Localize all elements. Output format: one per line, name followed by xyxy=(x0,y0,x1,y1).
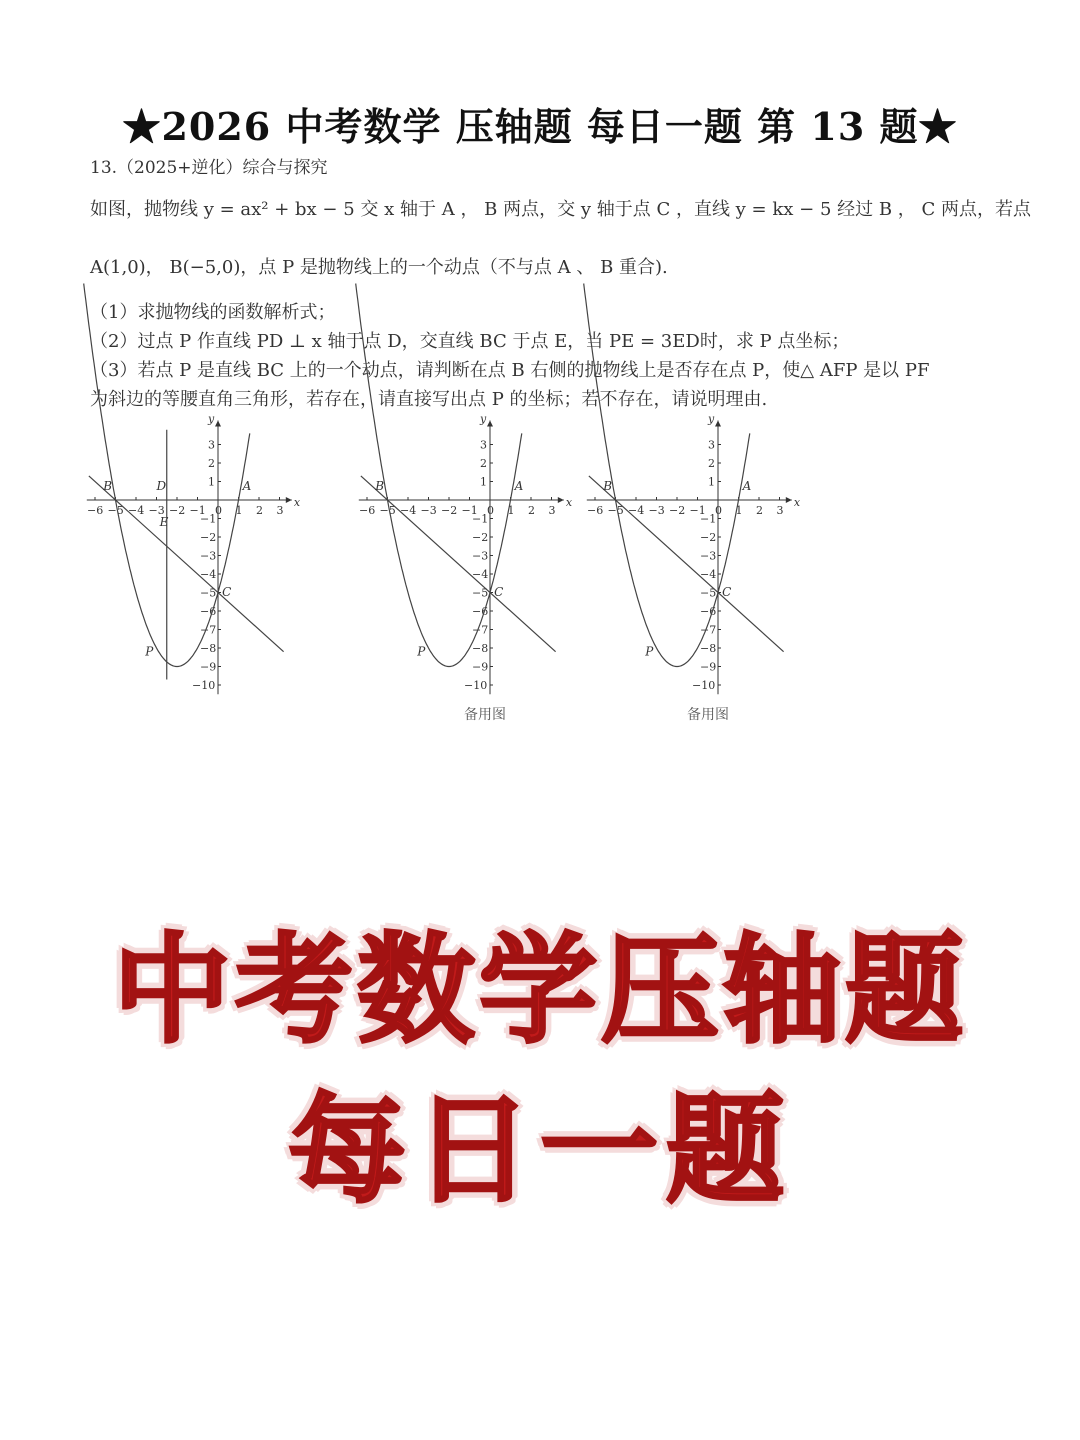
y-tick-label: −6 xyxy=(472,605,489,618)
point-label-C: C xyxy=(494,585,504,600)
spare-figure-2 xyxy=(585,412,815,692)
y-tick-label: −10 xyxy=(464,679,488,692)
x-tick-label: 0 xyxy=(487,504,494,517)
x-tick-label: −3 xyxy=(648,504,665,517)
x-tick-label: −3 xyxy=(420,504,437,517)
problem-number: 13.（2025+逆化）综合与探究 xyxy=(90,158,328,178)
y-tick-label: −1 xyxy=(200,512,217,526)
y-tick-label: −2 xyxy=(472,531,489,544)
y-tick-label: −2 xyxy=(200,531,217,544)
point-label-B: B xyxy=(375,478,385,493)
y-tick-label: −3 xyxy=(700,549,717,563)
y-tick-label: −4 xyxy=(700,568,717,581)
banner-line-1: 中考数学压轴题 xyxy=(112,921,967,1059)
y-tick-label: 3 xyxy=(480,438,487,452)
x-axis-label: x xyxy=(565,496,573,509)
x-tick-label: −6 xyxy=(587,504,604,517)
y-tick-label: −6 xyxy=(200,605,217,618)
y-tick-label: 3 xyxy=(208,438,215,452)
x-tick-label: 1 xyxy=(735,504,743,517)
point-label-C: C xyxy=(722,585,732,600)
y-tick-label: −4 xyxy=(200,568,217,581)
banner-line-2: 每日一题 xyxy=(287,1081,792,1219)
question-3-line2: 为斜边的等腰直角三角形，若存在，请直接写出点 P 的坐标；若不存在，请说明理由. xyxy=(90,389,768,410)
spare-figure-caption-1: 备用图 xyxy=(464,707,506,723)
point-label-B: B xyxy=(103,478,113,493)
main-figure xyxy=(85,412,315,692)
point-label-A: A xyxy=(742,478,752,493)
y-tick-label: 1 xyxy=(708,475,715,489)
point-label-P: P xyxy=(145,644,154,659)
y-tick-label: −3 xyxy=(472,549,489,563)
y-tick-label: −3 xyxy=(200,549,217,563)
y-tick-label: −8 xyxy=(700,642,717,655)
y-tick-label: 2 xyxy=(708,457,715,470)
x-tick-label: 1 xyxy=(507,504,515,517)
y-tick-label: 1 xyxy=(208,475,215,489)
question-3-line1: （3）若点 P 是直线 BC 上的一个动点，请判断在点 B 右侧的抛物线上是否存在点 P，使△ AFP 是以 PF xyxy=(90,360,930,381)
y-axis-label: y xyxy=(480,412,487,426)
point-label-P: P xyxy=(417,644,426,659)
x-tick-label: 3 xyxy=(276,504,284,517)
y-tick-label: −5 xyxy=(472,586,489,600)
y-tick-label: −5 xyxy=(200,586,217,600)
x-axis-label: x xyxy=(793,496,801,509)
point-label-E: E xyxy=(159,514,169,529)
x-tick-label: −6 xyxy=(87,504,104,517)
x-tick-label: −4 xyxy=(400,504,417,517)
point-label-B: B xyxy=(603,478,613,493)
y-tick-label: −9 xyxy=(200,660,217,674)
x-tick-label: 3 xyxy=(548,504,556,517)
point-label-A: A xyxy=(514,478,524,493)
y-tick-label: −7 xyxy=(700,623,717,637)
y-tick-label: −1 xyxy=(472,512,489,526)
line-bc xyxy=(361,476,556,652)
y-tick-label: −1 xyxy=(700,512,717,526)
x-tick-label: −2 xyxy=(669,504,686,517)
y-tick-label: 3 xyxy=(708,438,715,452)
y-tick-label: −10 xyxy=(192,679,216,692)
y-tick-label: −8 xyxy=(200,642,217,655)
y-tick-label: −2 xyxy=(700,531,717,544)
x-tick-label: 2 xyxy=(256,504,263,517)
x-tick-label: 3 xyxy=(776,504,784,517)
y-tick-label: −9 xyxy=(472,660,489,674)
y-axis-arrow xyxy=(215,420,221,426)
x-tick-label: −6 xyxy=(359,504,376,517)
y-axis-label: y xyxy=(208,412,215,426)
x-tick-label: −1 xyxy=(461,504,478,517)
x-axis-arrow xyxy=(558,497,564,503)
x-tick-label: 2 xyxy=(756,504,763,517)
x-tick-label: −5 xyxy=(107,504,124,517)
point-label-D: D xyxy=(156,478,167,493)
y-tick-label: −7 xyxy=(472,623,489,637)
x-tick-label: −2 xyxy=(441,504,458,517)
question-1: （1）求抛物线的函数解析式； xyxy=(90,302,336,323)
point-label-P: P xyxy=(645,644,654,659)
x-tick-label: −4 xyxy=(628,504,645,517)
question-2: （2）过点 P 作直线 PD ⊥ x 轴于点 D，交直线 BC 于点 E，当 PE = 3ED时，求 P 点坐标； xyxy=(90,331,850,352)
y-axis-arrow xyxy=(487,420,493,426)
y-axis-label: y xyxy=(708,412,715,426)
problem-stem-line1: 如图，抛物线 y = ax² + bx − 5 交 x 轴于 A ， B 两点，交 y 轴于点 C ，直线 y = kx − 5 经过 B ， C 两点，若点 xyxy=(90,199,1032,220)
x-tick-label: 2 xyxy=(528,504,535,517)
x-tick-label: 0 xyxy=(215,504,222,517)
x-tick-label: −3 xyxy=(148,504,165,517)
x-axis-arrow xyxy=(286,497,292,503)
x-tick-label: −2 xyxy=(169,504,186,517)
y-tick-label: −7 xyxy=(200,623,217,637)
point-label-C: C xyxy=(222,585,232,600)
x-tick-label: 1 xyxy=(235,504,243,517)
point-label-A: A xyxy=(242,478,252,493)
x-tick-label: −4 xyxy=(128,504,145,517)
x-tick-label: −5 xyxy=(607,504,624,517)
y-tick-label: 1 xyxy=(480,475,487,489)
y-tick-label: −5 xyxy=(700,586,717,600)
x-tick-label: −1 xyxy=(189,504,206,517)
x-tick-label: 0 xyxy=(715,504,722,517)
x-tick-label: −1 xyxy=(689,504,706,517)
y-tick-label: 2 xyxy=(480,457,487,470)
y-tick-label: −6 xyxy=(700,605,717,618)
y-tick-label: 2 xyxy=(208,457,215,470)
spare-figure-caption-2: 备用图 xyxy=(687,707,729,723)
y-tick-label: −10 xyxy=(692,679,716,692)
x-axis-label: x xyxy=(293,496,301,509)
y-axis-arrow xyxy=(715,420,721,426)
problem-stem-line2: A(1,0)， B(−5,0)，点 P 是抛物线上的一个动点（不与点 A 、 B 重合). xyxy=(90,257,668,278)
x-axis-arrow xyxy=(786,497,792,503)
y-tick-label: −4 xyxy=(472,568,489,581)
spare-figure-1 xyxy=(357,412,587,692)
page-title: ★2026 中考数学 压轴题 每日一题 第 13 题★ xyxy=(122,104,958,149)
line-bc xyxy=(589,476,784,652)
y-tick-label: −8 xyxy=(472,642,489,655)
line-bc xyxy=(89,476,284,652)
x-tick-label: −5 xyxy=(379,504,396,517)
y-tick-label: −9 xyxy=(700,660,717,674)
